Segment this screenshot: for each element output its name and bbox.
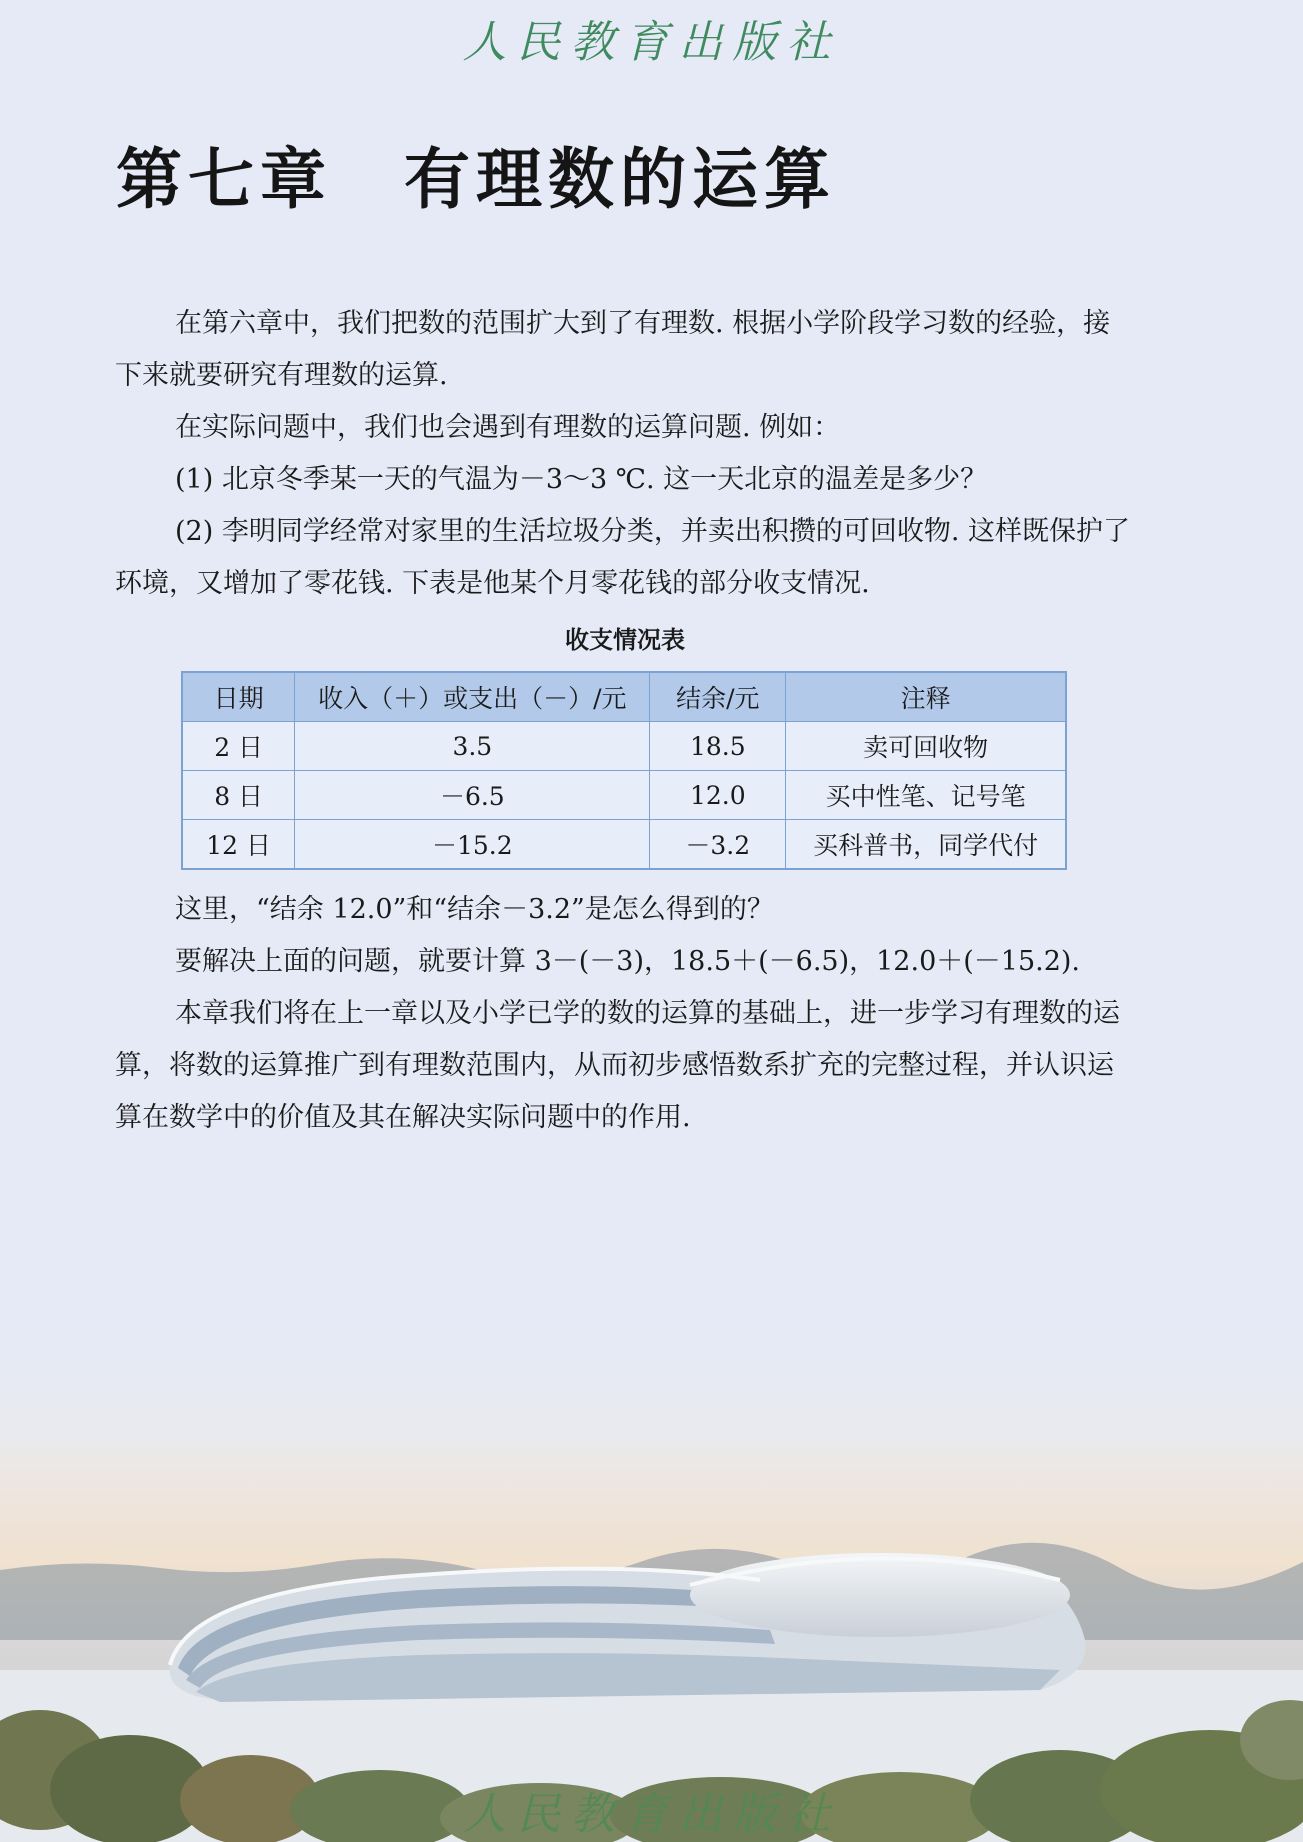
- cell-amount: －6.5: [295, 771, 650, 820]
- cell-note: 卖可回收物: [786, 722, 1066, 771]
- table-row: [182, 820, 1066, 870]
- cell-date: 2 日: [182, 722, 295, 771]
- header-amount: 收入（＋）或支出（－）/元: [295, 672, 650, 722]
- paragraph: (1) 北京冬季某一天的气温为－3～3 ℃. 这一天北京的温差是多少？: [175, 464, 988, 495]
- cell-balance: 18.5: [650, 722, 786, 771]
- header-note: 注释: [786, 672, 1066, 722]
- cell-amount: －15.2: [295, 820, 650, 870]
- paragraph: 这里，“结余 12.0”和“结余－3.2”是怎么得到的？: [175, 894, 774, 925]
- cell-date: 8 日: [182, 771, 295, 820]
- table-row: [182, 771, 1066, 820]
- cell-date: 12 日: [182, 820, 295, 870]
- intro-text: [115, 298, 1135, 610]
- income-expense-table: [181, 671, 1067, 870]
- cell-balance: 12.0: [650, 771, 786, 820]
- table-header-row: [182, 672, 1066, 722]
- publisher-logo-bottom: 人民教育出版社: [462, 1789, 841, 1840]
- cell-balance: －3.2: [650, 820, 786, 870]
- paragraph: 在第六章中，我们把数的范围扩大到了有理数. 根据小学阶段学习数的经验，接下来就要研究有理数的运算.: [115, 308, 1111, 391]
- paragraph: 在实际问题中，我们也会遇到有理数的运算问题. 例如：: [175, 412, 841, 443]
- table-caption: 收支情况表: [565, 626, 685, 654]
- cell-amount: 3.5: [295, 722, 650, 771]
- chapter-title: 第七章 有理数的运算: [116, 141, 836, 218]
- header-date: 日期: [182, 672, 295, 722]
- publisher-logo-top: 人民教育出版社: [462, 17, 841, 68]
- paragraph: 本章我们将在上一章以及小学已学的数的运算的基础上，进一步学习有理数的运算，将数的运算推广到有理数范围内，从而初步感悟数系扩充的完整过程，并认识运算在数学中的价值及其在解决实际问题中的作用.: [115, 998, 1120, 1133]
- cell-note: 买科普书，同学代付: [786, 820, 1066, 870]
- table-row: [182, 722, 1066, 771]
- closing-text: [115, 884, 1135, 1144]
- paragraph: (2) 李明同学经常对家里的生活垃圾分类，并卖出积攒的可回收物. 这样既保护了环境，又增加了零花钱. 下表是他某个月零花钱的部分收支情况.: [115, 516, 1130, 599]
- paragraph: 要解决上面的问题，就要计算 3－(－3)，18.5＋(－6.5)，12.0＋(－15.2).: [175, 946, 1081, 977]
- header-balance: 结余/元: [650, 672, 786, 722]
- cell-note: 买中性笔、记号笔: [786, 771, 1066, 820]
